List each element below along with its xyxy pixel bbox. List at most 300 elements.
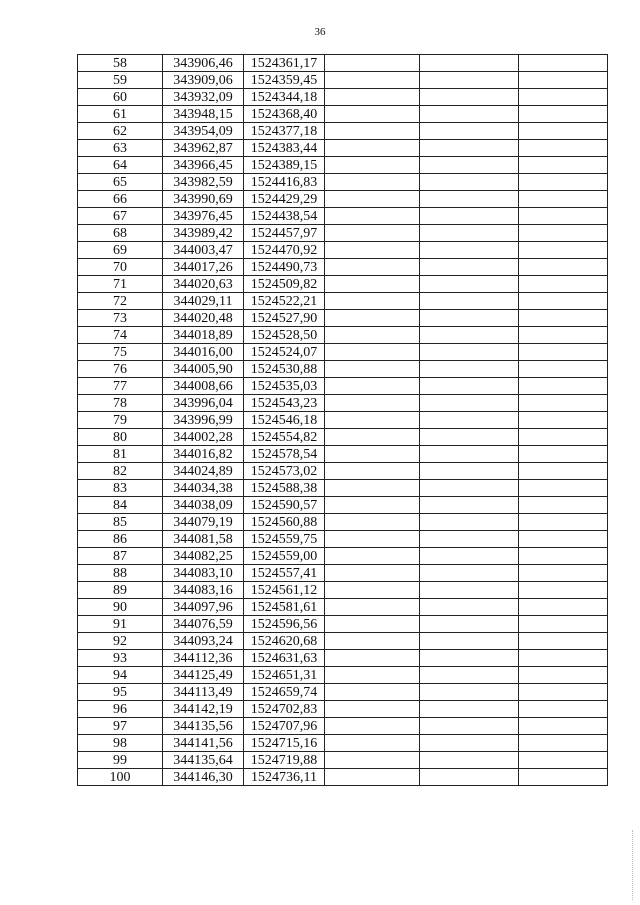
empty-cell-2 <box>420 378 519 395</box>
empty-cell-1 <box>325 718 420 735</box>
empty-cell-3 <box>519 446 608 463</box>
x-coordinate-cell: 344142,19 <box>163 701 244 718</box>
page-number: 36 <box>314 26 326 38</box>
table-row <box>78 123 608 140</box>
empty-cell-3 <box>519 276 608 293</box>
point-number-cell: 73 <box>78 310 163 327</box>
empty-cell-3 <box>519 106 608 123</box>
point-number-cell: 64 <box>78 157 163 174</box>
y-coordinate-cell: 1524530,88 <box>244 361 325 378</box>
empty-cell-3 <box>519 667 608 684</box>
empty-cell-1 <box>325 599 420 616</box>
empty-cell-1 <box>325 361 420 378</box>
empty-cell-2 <box>420 140 519 157</box>
x-coordinate-cell: 344029,11 <box>163 293 244 310</box>
x-coordinate-cell: 344135,56 <box>163 718 244 735</box>
x-coordinate-cell: 343966,45 <box>163 157 244 174</box>
y-coordinate-cell: 1524736,11 <box>244 769 325 786</box>
table-row <box>78 429 608 446</box>
y-coordinate-cell: 1524560,88 <box>244 514 325 531</box>
y-coordinate-cell: 1524581,61 <box>244 599 325 616</box>
empty-cell-1 <box>325 582 420 599</box>
empty-cell-2 <box>420 276 519 293</box>
y-coordinate-cell: 1524509,82 <box>244 276 325 293</box>
empty-cell-2 <box>420 106 519 123</box>
y-coordinate-cell: 1524359,45 <box>244 72 325 89</box>
empty-cell-1 <box>325 208 420 225</box>
empty-cell-1 <box>325 276 420 293</box>
x-coordinate-cell: 344018,89 <box>163 327 244 344</box>
empty-cell-3 <box>519 599 608 616</box>
table-row <box>78 327 608 344</box>
table-row <box>78 582 608 599</box>
point-number-cell: 99 <box>78 752 163 769</box>
empty-cell-2 <box>420 174 519 191</box>
y-coordinate-cell: 1524561,12 <box>244 582 325 599</box>
x-coordinate-cell: 343932,09 <box>163 89 244 106</box>
point-number-cell: 94 <box>78 667 163 684</box>
table-row <box>78 735 608 752</box>
empty-cell-2 <box>420 429 519 446</box>
y-coordinate-cell: 1524557,41 <box>244 565 325 582</box>
empty-cell-2 <box>420 582 519 599</box>
empty-cell-1 <box>325 378 420 395</box>
y-coordinate-cell: 1524524,07 <box>244 344 325 361</box>
x-coordinate-cell: 344093,24 <box>163 633 244 650</box>
table-row <box>78 140 608 157</box>
table-row <box>78 72 608 89</box>
empty-cell-1 <box>325 310 420 327</box>
empty-cell-1 <box>325 565 420 582</box>
table-row <box>78 361 608 378</box>
point-number-cell: 90 <box>78 599 163 616</box>
empty-cell-3 <box>519 735 608 752</box>
table-row <box>78 174 608 191</box>
point-number-cell: 81 <box>78 446 163 463</box>
point-number-cell: 100 <box>78 769 163 786</box>
empty-cell-3 <box>519 684 608 701</box>
empty-cell-2 <box>420 225 519 242</box>
point-number-cell: 87 <box>78 548 163 565</box>
point-number-cell: 89 <box>78 582 163 599</box>
empty-cell-1 <box>325 412 420 429</box>
y-coordinate-cell: 1524590,57 <box>244 497 325 514</box>
empty-cell-1 <box>325 735 420 752</box>
empty-cell-1 <box>325 650 420 667</box>
empty-cell-2 <box>420 735 519 752</box>
y-coordinate-cell: 1524651,31 <box>244 667 325 684</box>
point-number-cell: 91 <box>78 616 163 633</box>
empty-cell-1 <box>325 327 420 344</box>
coordinates-table <box>77 54 608 786</box>
empty-cell-2 <box>420 514 519 531</box>
empty-cell-1 <box>325 497 420 514</box>
point-number-cell: 96 <box>78 701 163 718</box>
y-coordinate-cell: 1524438,54 <box>244 208 325 225</box>
x-coordinate-cell: 344081,58 <box>163 531 244 548</box>
empty-cell-2 <box>420 616 519 633</box>
empty-cell-3 <box>519 616 608 633</box>
x-coordinate-cell: 344082,25 <box>163 548 244 565</box>
y-coordinate-cell: 1524416,83 <box>244 174 325 191</box>
table-row <box>78 531 608 548</box>
y-coordinate-cell: 1524546,18 <box>244 412 325 429</box>
y-coordinate-cell: 1524368,40 <box>244 106 325 123</box>
empty-cell-2 <box>420 395 519 412</box>
table-row <box>78 191 608 208</box>
empty-cell-2 <box>420 327 519 344</box>
empty-cell-2 <box>420 361 519 378</box>
point-number-cell: 67 <box>78 208 163 225</box>
empty-cell-1 <box>325 531 420 548</box>
table-row <box>78 667 608 684</box>
empty-cell-2 <box>420 446 519 463</box>
point-number-cell: 83 <box>78 480 163 497</box>
y-coordinate-cell: 1524559,75 <box>244 531 325 548</box>
empty-cell-3 <box>519 123 608 140</box>
empty-cell-3 <box>519 72 608 89</box>
point-number-cell: 66 <box>78 191 163 208</box>
empty-cell-3 <box>519 174 608 191</box>
empty-cell-1 <box>325 72 420 89</box>
empty-cell-3 <box>519 497 608 514</box>
y-coordinate-cell: 1524535,03 <box>244 378 325 395</box>
x-coordinate-cell: 344017,26 <box>163 259 244 276</box>
table-row <box>78 650 608 667</box>
table-row <box>78 718 608 735</box>
empty-cell-2 <box>420 684 519 701</box>
empty-cell-2 <box>420 769 519 786</box>
x-coordinate-cell: 344002,28 <box>163 429 244 446</box>
point-number-cell: 88 <box>78 565 163 582</box>
y-coordinate-cell: 1524573,02 <box>244 463 325 480</box>
scan-edge-marks <box>632 830 634 900</box>
y-coordinate-cell: 1524389,15 <box>244 157 325 174</box>
y-coordinate-cell: 1524429,29 <box>244 191 325 208</box>
empty-cell-2 <box>420 123 519 140</box>
point-number-cell: 62 <box>78 123 163 140</box>
empty-cell-1 <box>325 89 420 106</box>
y-coordinate-cell: 1524361,17 <box>244 55 325 72</box>
point-number-cell: 92 <box>78 633 163 650</box>
empty-cell-2 <box>420 293 519 310</box>
table-row <box>78 89 608 106</box>
empty-cell-3 <box>519 565 608 582</box>
y-coordinate-cell: 1524702,83 <box>244 701 325 718</box>
empty-cell-2 <box>420 259 519 276</box>
empty-cell-3 <box>519 412 608 429</box>
empty-cell-3 <box>519 242 608 259</box>
point-number-cell: 70 <box>78 259 163 276</box>
empty-cell-1 <box>325 174 420 191</box>
empty-cell-2 <box>420 412 519 429</box>
empty-cell-1 <box>325 395 420 412</box>
empty-cell-2 <box>420 55 519 72</box>
empty-cell-2 <box>420 650 519 667</box>
table-row <box>78 701 608 718</box>
x-coordinate-cell: 343909,06 <box>163 72 244 89</box>
x-coordinate-cell: 343948,15 <box>163 106 244 123</box>
empty-cell-2 <box>420 531 519 548</box>
empty-cell-1 <box>325 429 420 446</box>
empty-cell-1 <box>325 157 420 174</box>
table-row <box>78 55 608 72</box>
empty-cell-1 <box>325 633 420 650</box>
point-number-cell: 78 <box>78 395 163 412</box>
empty-cell-2 <box>420 565 519 582</box>
empty-cell-2 <box>420 310 519 327</box>
x-coordinate-cell: 344008,66 <box>163 378 244 395</box>
empty-cell-3 <box>519 225 608 242</box>
point-number-cell: 75 <box>78 344 163 361</box>
empty-cell-3 <box>519 548 608 565</box>
y-coordinate-cell: 1524620,68 <box>244 633 325 650</box>
empty-cell-1 <box>325 191 420 208</box>
empty-cell-2 <box>420 463 519 480</box>
point-number-cell: 97 <box>78 718 163 735</box>
y-coordinate-cell: 1524659,74 <box>244 684 325 701</box>
table-row <box>78 548 608 565</box>
empty-cell-2 <box>420 480 519 497</box>
table-row <box>78 259 608 276</box>
empty-cell-3 <box>519 395 608 412</box>
point-number-cell: 69 <box>78 242 163 259</box>
table-row <box>78 242 608 259</box>
x-coordinate-cell: 344146,30 <box>163 769 244 786</box>
empty-cell-3 <box>519 582 608 599</box>
empty-cell-3 <box>519 769 608 786</box>
point-number-cell: 72 <box>78 293 163 310</box>
empty-cell-2 <box>420 242 519 259</box>
table-row <box>78 293 608 310</box>
point-number-cell: 77 <box>78 378 163 395</box>
empty-cell-3 <box>519 157 608 174</box>
empty-cell-3 <box>519 531 608 548</box>
point-number-cell: 60 <box>78 89 163 106</box>
empty-cell-1 <box>325 463 420 480</box>
empty-cell-2 <box>420 72 519 89</box>
y-coordinate-cell: 1524578,54 <box>244 446 325 463</box>
table-row <box>78 463 608 480</box>
empty-cell-1 <box>325 344 420 361</box>
point-number-cell: 65 <box>78 174 163 191</box>
empty-cell-1 <box>325 667 420 684</box>
x-coordinate-cell: 343996,99 <box>163 412 244 429</box>
empty-cell-2 <box>420 599 519 616</box>
empty-cell-2 <box>420 344 519 361</box>
table-row <box>78 412 608 429</box>
point-number-cell: 86 <box>78 531 163 548</box>
x-coordinate-cell: 344038,09 <box>163 497 244 514</box>
empty-cell-3 <box>519 480 608 497</box>
empty-cell-1 <box>325 259 420 276</box>
empty-cell-3 <box>519 344 608 361</box>
x-coordinate-cell: 343962,87 <box>163 140 244 157</box>
x-coordinate-cell: 344016,82 <box>163 446 244 463</box>
empty-cell-3 <box>519 259 608 276</box>
empty-cell-2 <box>420 718 519 735</box>
table-row <box>78 769 608 786</box>
empty-cell-3 <box>519 89 608 106</box>
empty-cell-2 <box>420 191 519 208</box>
empty-cell-3 <box>519 310 608 327</box>
table-row <box>78 157 608 174</box>
x-coordinate-cell: 344016,00 <box>163 344 244 361</box>
point-number-cell: 58 <box>78 55 163 72</box>
y-coordinate-cell: 1524631,63 <box>244 650 325 667</box>
x-coordinate-cell: 343954,09 <box>163 123 244 140</box>
empty-cell-2 <box>420 548 519 565</box>
table-row <box>78 480 608 497</box>
y-coordinate-cell: 1524470,92 <box>244 242 325 259</box>
coordinates-table-body <box>78 55 608 786</box>
y-coordinate-cell: 1524383,44 <box>244 140 325 157</box>
y-coordinate-cell: 1524707,96 <box>244 718 325 735</box>
x-coordinate-cell: 344135,64 <box>163 752 244 769</box>
empty-cell-3 <box>519 429 608 446</box>
point-number-cell: 59 <box>78 72 163 89</box>
table-row <box>78 616 608 633</box>
x-coordinate-cell: 344112,36 <box>163 650 244 667</box>
empty-cell-3 <box>519 208 608 225</box>
point-number-cell: 79 <box>78 412 163 429</box>
table-row <box>78 633 608 650</box>
y-coordinate-cell: 1524715,16 <box>244 735 325 752</box>
empty-cell-1 <box>325 293 420 310</box>
table-row <box>78 208 608 225</box>
point-number-cell: 63 <box>78 140 163 157</box>
x-coordinate-cell: 343982,59 <box>163 174 244 191</box>
table-row <box>78 565 608 582</box>
x-coordinate-cell: 343906,46 <box>163 55 244 72</box>
empty-cell-1 <box>325 242 420 259</box>
empty-cell-2 <box>420 157 519 174</box>
table-row <box>78 106 608 123</box>
empty-cell-3 <box>519 633 608 650</box>
empty-cell-3 <box>519 361 608 378</box>
empty-cell-2 <box>420 752 519 769</box>
empty-cell-3 <box>519 55 608 72</box>
empty-cell-2 <box>420 208 519 225</box>
empty-cell-1 <box>325 752 420 769</box>
empty-cell-3 <box>519 191 608 208</box>
x-coordinate-cell: 344076,59 <box>163 616 244 633</box>
empty-cell-1 <box>325 684 420 701</box>
y-coordinate-cell: 1524588,38 <box>244 480 325 497</box>
empty-cell-3 <box>519 701 608 718</box>
point-number-cell: 95 <box>78 684 163 701</box>
table-row <box>78 395 608 412</box>
empty-cell-1 <box>325 514 420 531</box>
x-coordinate-cell: 344020,48 <box>163 310 244 327</box>
table-row <box>78 514 608 531</box>
x-coordinate-cell: 344024,89 <box>163 463 244 480</box>
point-number-cell: 82 <box>78 463 163 480</box>
x-coordinate-cell: 344083,16 <box>163 582 244 599</box>
x-coordinate-cell: 343976,45 <box>163 208 244 225</box>
y-coordinate-cell: 1524596,56 <box>244 616 325 633</box>
empty-cell-1 <box>325 616 420 633</box>
point-number-cell: 98 <box>78 735 163 752</box>
x-coordinate-cell: 344083,10 <box>163 565 244 582</box>
y-coordinate-cell: 1524344,18 <box>244 89 325 106</box>
y-coordinate-cell: 1524554,82 <box>244 429 325 446</box>
point-number-cell: 84 <box>78 497 163 514</box>
x-coordinate-cell: 344020,63 <box>163 276 244 293</box>
empty-cell-1 <box>325 480 420 497</box>
y-coordinate-cell: 1524490,73 <box>244 259 325 276</box>
table-row <box>78 310 608 327</box>
table-row <box>78 225 608 242</box>
empty-cell-1 <box>325 548 420 565</box>
point-number-cell: 71 <box>78 276 163 293</box>
empty-cell-2 <box>420 89 519 106</box>
empty-cell-3 <box>519 140 608 157</box>
empty-cell-3 <box>519 650 608 667</box>
y-coordinate-cell: 1524719,88 <box>244 752 325 769</box>
table-row <box>78 344 608 361</box>
empty-cell-3 <box>519 463 608 480</box>
empty-cell-1 <box>325 55 420 72</box>
table-row <box>78 446 608 463</box>
x-coordinate-cell: 344113,49 <box>163 684 244 701</box>
x-coordinate-cell: 344005,90 <box>163 361 244 378</box>
x-coordinate-cell: 344034,38 <box>163 480 244 497</box>
table-row <box>78 684 608 701</box>
point-number-cell: 74 <box>78 327 163 344</box>
empty-cell-1 <box>325 769 420 786</box>
x-coordinate-cell: 344125,49 <box>163 667 244 684</box>
empty-cell-1 <box>325 140 420 157</box>
empty-cell-1 <box>325 446 420 463</box>
y-coordinate-cell: 1524457,97 <box>244 225 325 242</box>
x-coordinate-cell: 343996,04 <box>163 395 244 412</box>
x-coordinate-cell: 344141,56 <box>163 735 244 752</box>
empty-cell-3 <box>519 293 608 310</box>
x-coordinate-cell: 344097,96 <box>163 599 244 616</box>
empty-cell-3 <box>519 752 608 769</box>
empty-cell-1 <box>325 225 420 242</box>
table-row <box>78 497 608 514</box>
empty-cell-3 <box>519 378 608 395</box>
empty-cell-2 <box>420 701 519 718</box>
point-number-cell: 76 <box>78 361 163 378</box>
empty-cell-1 <box>325 123 420 140</box>
point-number-cell: 85 <box>78 514 163 531</box>
x-coordinate-cell: 344079,19 <box>163 514 244 531</box>
table-row <box>78 599 608 616</box>
table-row <box>78 378 608 395</box>
empty-cell-3 <box>519 718 608 735</box>
empty-cell-3 <box>519 327 608 344</box>
y-coordinate-cell: 1524522,21 <box>244 293 325 310</box>
empty-cell-1 <box>325 106 420 123</box>
empty-cell-1 <box>325 701 420 718</box>
y-coordinate-cell: 1524543,23 <box>244 395 325 412</box>
empty-cell-3 <box>519 514 608 531</box>
point-number-cell: 80 <box>78 429 163 446</box>
empty-cell-2 <box>420 633 519 650</box>
empty-cell-2 <box>420 667 519 684</box>
y-coordinate-cell: 1524528,50 <box>244 327 325 344</box>
empty-cell-2 <box>420 497 519 514</box>
y-coordinate-cell: 1524559,00 <box>244 548 325 565</box>
table-row <box>78 276 608 293</box>
x-coordinate-cell: 343990,69 <box>163 191 244 208</box>
point-number-cell: 68 <box>78 225 163 242</box>
point-number-cell: 93 <box>78 650 163 667</box>
x-coordinate-cell: 343989,42 <box>163 225 244 242</box>
